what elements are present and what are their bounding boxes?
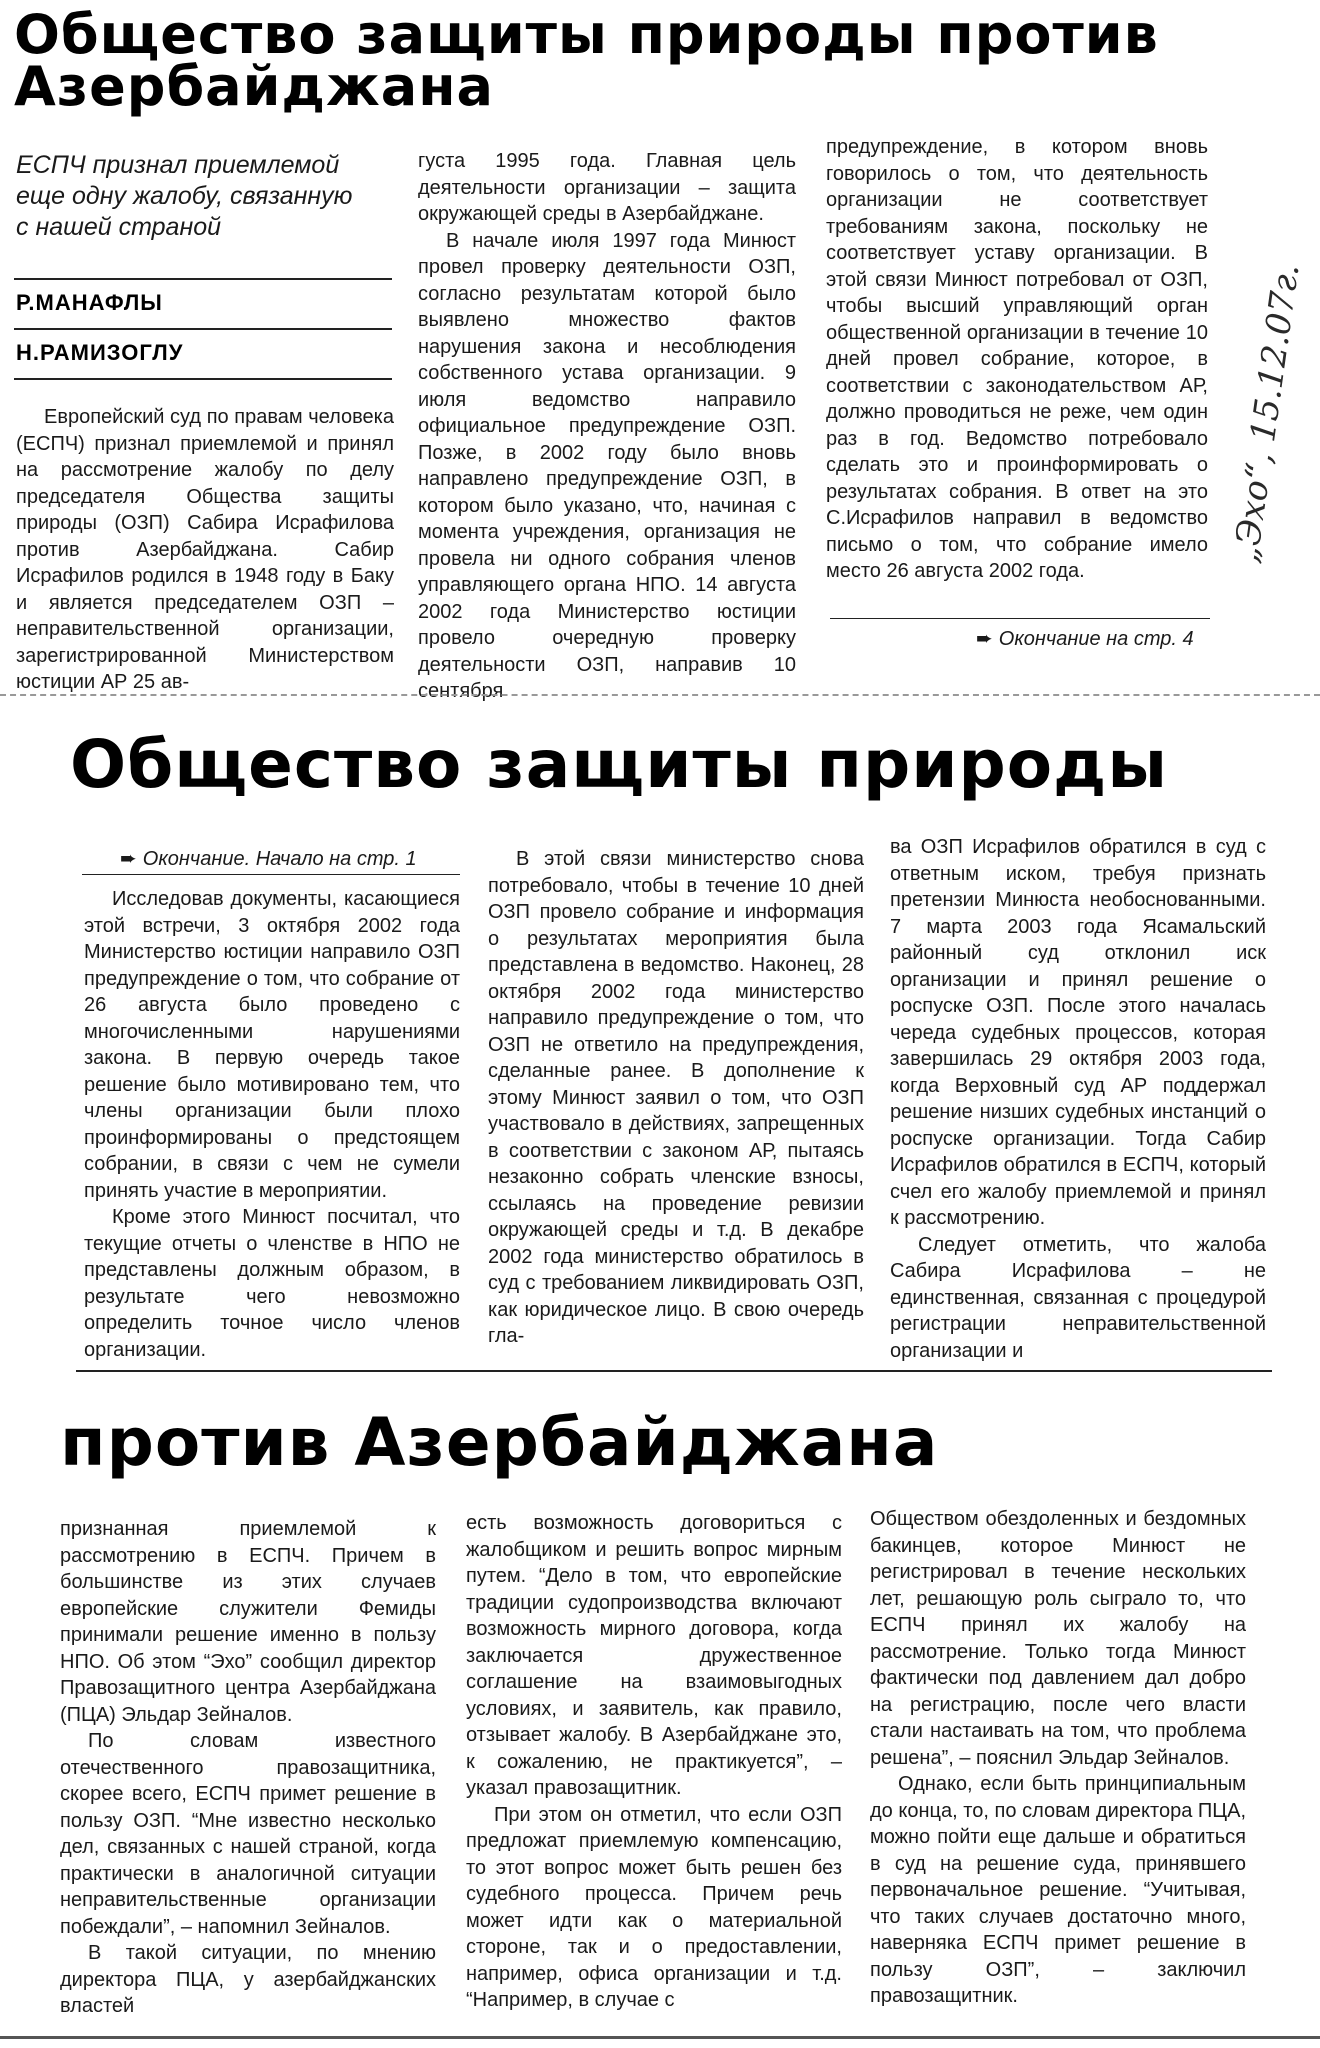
paragraph: ва ОЗП Исрафилов обратился в суд с ответным иском, требуя признать претензии Минюста необоснованными. 7 марта 2003 года Ясамальский районный суд отклонил иск организации и принял решение о роспуске ОЗП. После этого началась череда судебных процессов, которая завершилась 29 октября 2003 года, когда Верховный суд АР поддержал решение низших судебных инстанций о роспуске организации. Тогда Сабир Исрафилов обратился в ЕСПЧ, который счел его жалобу приемлемой и принял к рассмотрению. — [890, 836, 1266, 1229]
article-column — [870, 1506, 1246, 2010]
headline-part1-line1: Общество защиты природы против — [14, 3, 1159, 66]
author-byline: Р.МАНАФЛЫ — [16, 290, 163, 315]
paragraph: В такой ситуации, по мнению директора ПЦА, у азербайджанских властей — [60, 1942, 436, 2017]
continued-from-note — [120, 846, 417, 871]
continued-from-label: Окончание. Начало на стр. 1 — [142, 848, 417, 870]
lead-line: ЕСПЧ признал приемлемой — [16, 151, 340, 179]
paragraph: предупреждение, в котором вновь говорилось о том, что деятельность организации не соответствует требованиям закона, поскольку не соответствует уставу организации. В этой связи Минюст потребовал от ОЗП, чтобы высший управляющий орган общественной организации в течение 10 дней провел собрание, которое, в соответствии с законодательством АР, должно проводиться не реже, чем один раз в год. Ведомство потребовало сделать это и проинформировать о результатах собрания. В ответ на это С.Исрафилов направил в ведомство письмо о том, что собрание имело место 26 августа 2002 года. — [826, 136, 1208, 582]
author-byline: Н.РАМИЗОГЛУ — [16, 340, 184, 365]
article-column — [466, 1510, 842, 2014]
paragraph: Кроме этого Минюст посчитал, что текущие отчеты о членстве в НПО не представлены должным образом, в результате чего невозможно определить точное число членов организации. — [84, 1206, 460, 1361]
continued-rule — [82, 874, 460, 875]
clipping-edge — [0, 694, 1320, 696]
article-column — [84, 886, 460, 1363]
article-column — [890, 834, 1266, 1364]
headline-part1-line2: Азербайджана — [14, 55, 494, 118]
paragraph: Следует отметить, что жалоба Сабира Исрафилова – не единственная, связанная с процедурой регистрации неправительственной организации и — [890, 1233, 1266, 1362]
article-column — [16, 404, 394, 696]
article-column — [488, 846, 864, 1350]
arrow-right-icon: ➨ — [120, 848, 137, 870]
paragraph: признанная приемлемой к рассмотрению в ЕСПЧ. Причем в большинстве из этих случаев европейские служители Фемиды принимали решение именно в пользу НПО. Об этом “Эхо” сообщил директор Правозащитного центра Азербайджана (ПЦА) Эльдар Зейналов. — [60, 1518, 436, 1726]
lead-line: еще одну жалобу, связанную — [16, 182, 353, 210]
paragraph: В этой связи министерство снова потребовало, чтобы в течение 10 дней ОЗП провело собрание и информация о результатах мероприятия была представлена в ведомство. Наконец, 28 октября 2002 года министерство направило предупреждение о том, что ОЗП не ответило на предупреждения, сделанные ранее. В дополнение к этому Минюст заявил о том, что ОЗП участвовало в действиях, запрещенных в соответствии с законом АР, пытаясь незаконно собрать членские взносы, ссылаясь на проведение ревизии окружающей среды и т.д. В декабре 2002 года министерство обратилось в суд с требованием ликвидировать ОЗП, как юридическое лицо. В свою очередь гла- — [488, 848, 864, 1347]
continued-note — [976, 626, 1194, 651]
headline-part3: против Азербайджана — [60, 1404, 939, 1481]
paragraph: По словам известного отечественного правозащитника, скорее всего, ЕСПЧ примет решение в пользу ОЗП. “Мне известно несколько дел, связанных с нашей страной, когда практически в аналогичной ситуации неправительственные организации побеждали”, – напомнил Зейналов. — [60, 1730, 436, 1938]
article-column — [60, 1516, 436, 2020]
section-bottom-rule — [76, 1370, 1272, 1372]
paragraph: есть возможность договориться с жалобщиком и решить вопрос мирным путем. “Дело в том, что европейские традиции судопроизводства включают возможность мирного договора, когда заключается дружественное соглашение на взаимовыгодных условиях, и заявитель, как правило, отзывает жалобу. В Азербайджане это, к сожалению, не практикуется”, – указал правозащитник. — [466, 1512, 842, 1799]
article-column — [826, 134, 1208, 585]
paragraph: При этом он отметил, что если ОЗП предложат приемлемую компенсацию, то этот вопрос может быть решен без судебного процесса. Причем речь может идти как о материальной стороне, так и о предоставлении, например, офиса организации и т.д. “Например, в случае с — [466, 1803, 842, 2011]
scan-bottom-edge — [0, 2036, 1320, 2039]
arrow-right-icon: ➨ — [976, 628, 993, 650]
byline-rule — [14, 378, 392, 380]
headline-part2: Общество защиты природы — [70, 726, 1169, 803]
byline-rule — [14, 328, 392, 330]
paragraph: Исследовав документы, касающиеся этой встречи, 3 октября 2002 года Министерство юстиции направило ОЗП предупреждение о том, что собрание от 26 августа было проведено с многочисленными нарушениями закона. В первую очередь такое решение было мотивировано тем, что члены организации были плохо проинформированы о предстоящем собрании, в связи с чем не сумели принять участие в мероприятии. — [84, 888, 460, 1202]
paragraph: В начале июля 1997 года Минюст провел проверку деятельности ОЗП, согласно результатам которой было выявлено множество фактов нарушения закона и несоблюдения собственного устава организации. 9 июля ведомство направило официальное предупреждение ОЗП. Позже, в 2002 году было вновь направлено предупреждение ОЗП, в котором было указано, что, начиная с момента учреждения, организация не провела ни одного собрания членов управляющего органа НПО. 14 августа 2002 года Министерство юстиции провело очередную проверку деятельности ОЗП, направив 10 сентября — [418, 229, 796, 702]
lead-subtitle — [16, 150, 396, 243]
paragraph: Европейский суд по правам человека (ЕСПЧ) признал приемлемой и принял на рассмотрение жалобу по делу председателя Общества защиты природы (ОЗП) Сабира Исрафилова против Азербайджана. Сабир Исрафилов родился в 1948 году в Баку и является председателем ОЗП – неправительственной организации, зарегистрированной Министерством юстиции АР 25 ав- — [16, 406, 394, 693]
paragraph: густа 1995 года. Главная цель деятельности организации – защита окружающей среды в Азербайджане. — [418, 150, 796, 225]
byline-rule — [14, 278, 392, 280]
article-column — [418, 148, 796, 705]
paragraph: Обществом обездоленных и бездомных бакинцев, которое Минюст не регистрировал в течение нескольких лет, решающую роль сыграло то, что ЕСПЧ принял их жалобу на рассмотрение. Только тогда Минюст фактически под давлением дал добро на регистрацию, после чего власти стали настаивать на том, что проблема решена”, – пояснил Эльдар Зейналов. — [870, 1508, 1246, 1769]
lead-line: с нашей страной — [16, 213, 222, 241]
continued-label: Окончание на стр. 4 — [998, 628, 1194, 650]
continued-rule — [830, 618, 1210, 619]
handwritten-date: „Эхо“, 15.12.07г. — [1226, 261, 1308, 566]
paragraph: Однако, если быть принципиальным до конца, то, по словам директора ПЦА, можно пойти еще дальше и обратиться в суд на решение суда, принявшего первоначальное решение. “Учитывая, что таких случаев достаточно много, наверняка ЕСПЧ примет решение в пользу ОЗП”, – заключил правозащитник. — [870, 1773, 1246, 2007]
